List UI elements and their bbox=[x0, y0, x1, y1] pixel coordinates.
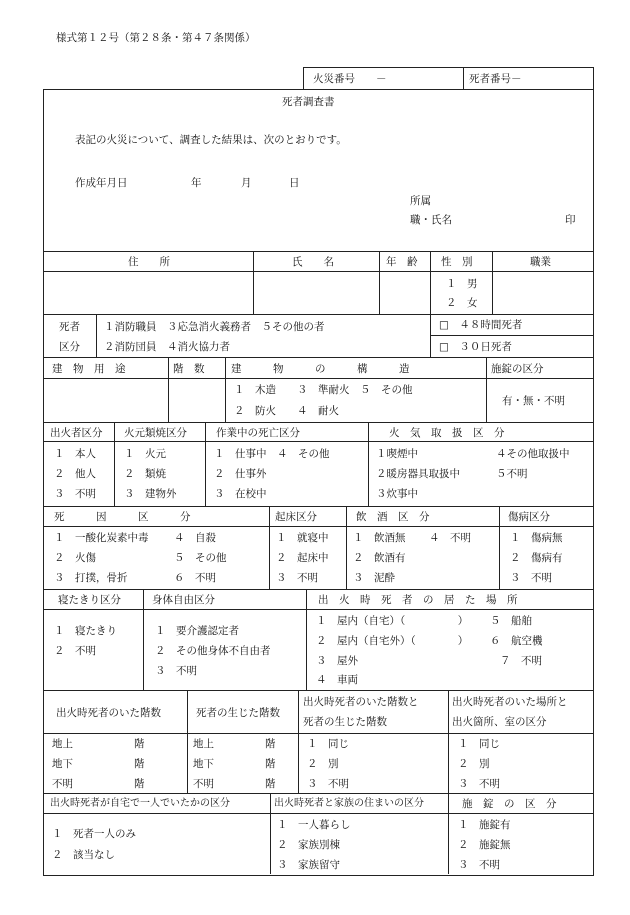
dead-48h-checkbox[interactable]: □ ４８時間死者 bbox=[439, 319, 523, 331]
lock2-3: ３ 不明 bbox=[458, 859, 500, 871]
fire-handling-2: ２暖房器具取扱中 bbox=[376, 468, 460, 480]
family-header: 出火時死者と家族の住まいの区分 bbox=[274, 798, 424, 809]
location-6: ６ 航空機 bbox=[490, 635, 543, 647]
source-header: 火元類焼区分 bbox=[124, 427, 187, 439]
location-7: ７ 不明 bbox=[500, 655, 542, 667]
sex-female: ２ 女 bbox=[446, 297, 478, 309]
lock2-2: ２ 施錠無 bbox=[458, 839, 511, 851]
place-compare-1: １ 同じ bbox=[458, 738, 500, 750]
dead-category-line1: １消防職員 ３応急消火義務者 ５その他の者 bbox=[104, 321, 325, 333]
structure-options-1: １ 木造 ３ 準耐火 ５ その他 bbox=[234, 384, 413, 396]
sex-male: １ 男 bbox=[446, 278, 478, 290]
floor-unit: 階 bbox=[134, 758, 145, 770]
cause-2: ２ 火傷 bbox=[54, 552, 96, 564]
lock2-1: １ 施錠有 bbox=[458, 819, 511, 831]
floor-unit: 階 bbox=[134, 738, 145, 750]
fire-handling-3: ３炊事中 bbox=[376, 488, 418, 500]
death-floor-basement: 地下 bbox=[193, 758, 214, 770]
floors-header: 階 数 bbox=[173, 363, 205, 375]
alone-header: 出火時死者が自宅で一人でいたかの区分 bbox=[50, 798, 230, 809]
alone-2: ２ 該当なし bbox=[52, 849, 115, 861]
bedridden-1: １ 寝たきり bbox=[54, 625, 117, 637]
place-compare-header-2: 出火箇所、室の区分 bbox=[452, 716, 547, 728]
age-header: 年 齢 bbox=[386, 256, 418, 268]
cause-6: ６ 不明 bbox=[174, 572, 216, 584]
injury-2: ２ 傷病有 bbox=[510, 552, 563, 564]
seal-label: 印 bbox=[565, 214, 576, 226]
work-header: 作業中の死亡区分 bbox=[216, 427, 300, 439]
fire-handling-4: ４その他取扱中 bbox=[496, 448, 570, 460]
location-4: ４ 車両 bbox=[316, 674, 358, 686]
floor-compare-2: ２ 別 bbox=[307, 758, 339, 770]
floor-row-basement: 地下 bbox=[52, 758, 73, 770]
fire-person-3: ３ 不明 bbox=[54, 488, 96, 500]
fire-person-header: 出火者区分 bbox=[50, 427, 103, 439]
mobility-3: ３ 不明 bbox=[155, 665, 197, 677]
location-3: ３ 屋外 bbox=[316, 655, 358, 667]
floor-unit: 階 bbox=[265, 738, 276, 750]
place-compare-2: ２ 別 bbox=[458, 758, 490, 770]
floor-unit: 階 bbox=[134, 778, 145, 790]
cause-3: ３ 打撲，骨折 bbox=[54, 572, 128, 584]
death-floor-unknown: 不明 bbox=[193, 778, 214, 790]
dead-category-label: 死者 bbox=[59, 321, 80, 333]
cause-1: １ 一酸化炭素中毒 bbox=[54, 532, 149, 544]
work-3: ３ 在校中 bbox=[214, 488, 267, 500]
day-label: 日 bbox=[289, 177, 300, 189]
bedridden-2: ２ 不明 bbox=[54, 645, 96, 657]
source-1: １ 火元 bbox=[124, 448, 166, 460]
bedridden-header: 寝たきり区分 bbox=[58, 594, 121, 606]
sleep-2: ２ 起床中 bbox=[276, 552, 329, 564]
job-header: 職業 bbox=[530, 256, 551, 268]
intro-text: 表記の火災について、調査した結果は、次のとおりです。 bbox=[75, 134, 347, 146]
mobility-header: 身体自由区分 bbox=[152, 594, 215, 606]
fire-handling-5: ５不明 bbox=[496, 468, 528, 480]
floor-unit: 階 bbox=[265, 758, 276, 770]
floor-compare-header: 出火時死者のいた階数と bbox=[303, 696, 419, 708]
month-label: 月 bbox=[241, 177, 252, 189]
dead-category-line2: ２消防団員 ４消火協力者 bbox=[104, 341, 230, 353]
cause-5: ５ その他 bbox=[174, 552, 227, 564]
location-5: ５ 船舶 bbox=[490, 615, 532, 627]
mobility-2: ２ その他身体不自由者 bbox=[155, 645, 271, 657]
structure-options-2: ２ 防火 ４ 耐火 bbox=[234, 405, 339, 417]
sex-header: 性 別 bbox=[441, 256, 473, 268]
floor-unit: 階 bbox=[265, 778, 276, 790]
fire-handling-1: １喫煙中 bbox=[376, 448, 418, 460]
drink-1: １ 飲酒無 bbox=[353, 532, 406, 544]
affiliation-label: 所属 bbox=[410, 195, 431, 207]
page-title: 死者調査書 bbox=[282, 96, 335, 108]
work-1: １ 仕事中 ４ その他 bbox=[214, 448, 330, 460]
family-1: １ 一人暮らし bbox=[277, 819, 351, 831]
floor-compare-1: １ 同じ bbox=[307, 738, 349, 750]
floor-compare-3: ３ 不明 bbox=[307, 778, 349, 790]
drink-4: ４ 不明 bbox=[429, 532, 471, 544]
location-2: ２ 屋内（自宅外）（ ） bbox=[316, 635, 469, 647]
address-header: 住 所 bbox=[128, 256, 170, 268]
location-header: 出 火 時 死 者 の 居 た 場 所 bbox=[318, 594, 518, 606]
year-label: 年 bbox=[191, 177, 202, 189]
building-use-header: 建 物 用 途 bbox=[52, 363, 126, 375]
cause-4: ４ 自殺 bbox=[174, 532, 216, 544]
fire-number-label: 火災番号 － bbox=[313, 73, 387, 85]
fire-person-1: １ 本人 bbox=[54, 448, 96, 460]
place-compare-3: ３ 不明 bbox=[458, 778, 500, 790]
dead-category-label-2: 区分 bbox=[59, 341, 80, 353]
drink-header: 飲 酒 区 分 bbox=[356, 511, 430, 523]
form-id: 様式第１２号（第２８条・第４７条関係） bbox=[56, 32, 256, 44]
structure-header: 建 物 の 構 造 bbox=[231, 363, 410, 375]
mobility-1: １ 要介護認定者 bbox=[155, 625, 239, 637]
injury-3: ３ 不明 bbox=[510, 572, 552, 584]
sleep-3: ３ 不明 bbox=[276, 572, 318, 584]
sleep-1: １ 就寝中 bbox=[276, 532, 329, 544]
position-name-label: 職・氏名 bbox=[410, 214, 452, 226]
floor-row-unknown: 不明 bbox=[52, 778, 73, 790]
fire-person-2: ２ 他人 bbox=[54, 468, 96, 480]
lock-options: 有・無・不明 bbox=[502, 395, 565, 407]
location-1: １ 屋内（自宅）（ ） bbox=[316, 615, 469, 627]
place-compare-header: 出火時死者のいた場所と bbox=[452, 696, 568, 708]
fire-handling-header: 火 気 取 扱 区 分 bbox=[389, 427, 505, 439]
floor-at-fire-header: 出火時死者のいた階数 bbox=[56, 707, 161, 719]
sleep-header: 起床区分 bbox=[275, 511, 317, 523]
injury-1: １ 傷病無 bbox=[510, 532, 563, 544]
drink-2: ２ 飲酒有 bbox=[353, 552, 406, 564]
lock-header: 施錠の区分 bbox=[491, 363, 544, 375]
name-header: 氏 名 bbox=[292, 256, 334, 268]
family-2: ２ 家族別棟 bbox=[277, 839, 340, 851]
floor-death-header: 死者の生じた階数 bbox=[196, 707, 280, 719]
source-3: ３ 建物外 bbox=[124, 488, 177, 500]
floor-compare-header-2: 死者の生じた階数 bbox=[303, 716, 387, 728]
drink-3: ３ 泥酔 bbox=[353, 572, 395, 584]
death-floor-ground: 地上 bbox=[193, 738, 214, 750]
cause-header: 死 因 区 分 bbox=[54, 511, 191, 523]
created-date-label: 作成年月日 bbox=[75, 177, 128, 189]
family-3: ３ 家族留守 bbox=[277, 859, 340, 871]
source-2: ２ 類焼 bbox=[124, 468, 166, 480]
work-2: ２ 仕事外 bbox=[214, 468, 267, 480]
floor-row-ground: 地上 bbox=[52, 738, 73, 750]
dead-30d-checkbox[interactable]: □ ３０日死者 bbox=[439, 341, 512, 353]
lock2-header: 施 錠 の 区 分 bbox=[462, 798, 557, 810]
injury-header: 傷病区分 bbox=[508, 511, 550, 523]
dead-number-label: 死者番号－ bbox=[469, 73, 522, 85]
alone-1: １ 死者一人のみ bbox=[52, 828, 136, 840]
